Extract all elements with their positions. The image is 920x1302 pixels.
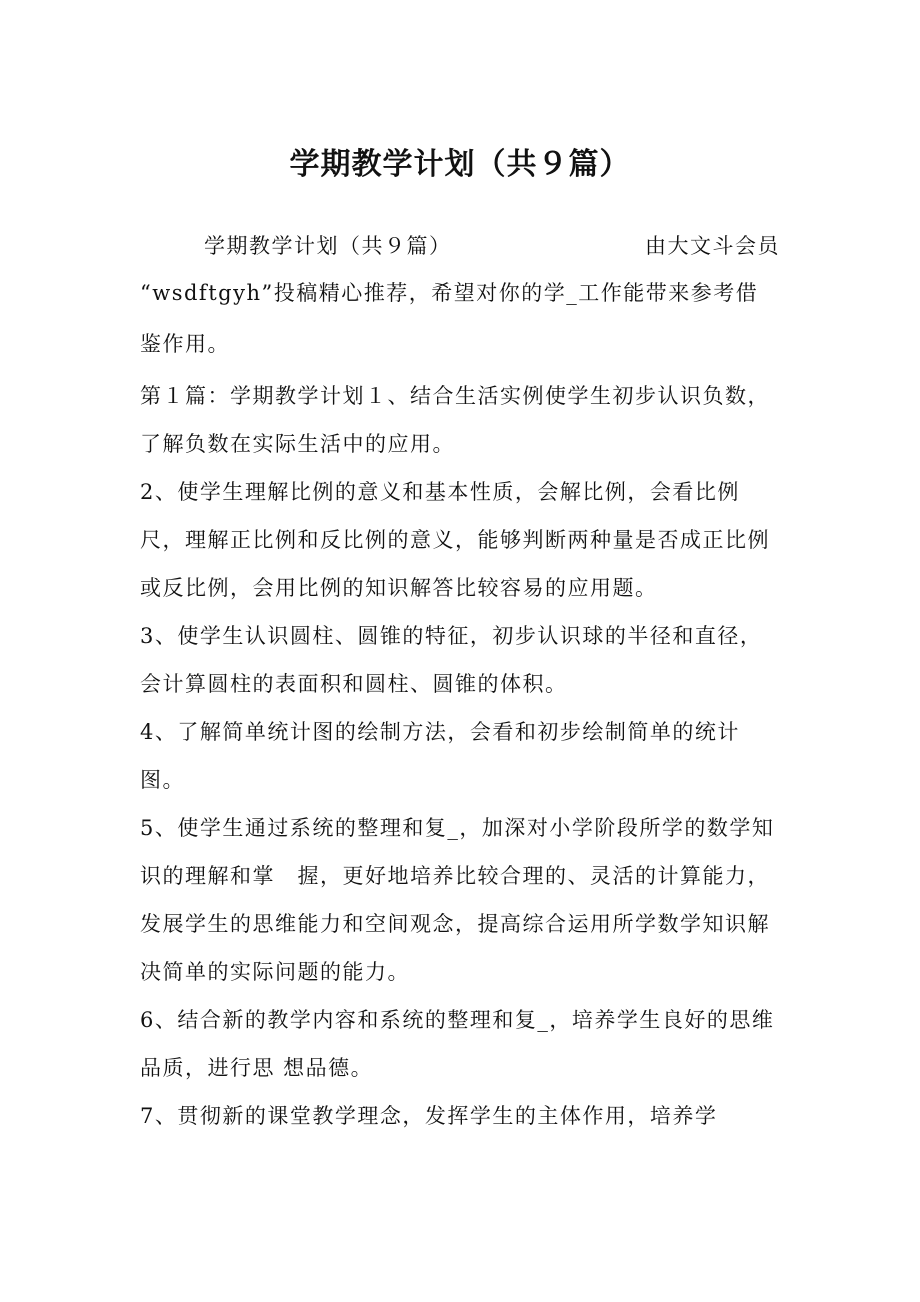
intro-paragraph: “wsdftgyh”投稿精心推荐，希望对你的学_工作能带来参考借鉴作用。 xyxy=(140,281,759,356)
paragraph-6: 6、结合新的教学内容和系统的整理和复_，培养学生良好的思维品质，进行思 想品德。 xyxy=(140,1008,775,1080)
document-body xyxy=(140,224,780,1140)
paragraph-4: 4、了解简单统计图的绘制方法，会看和初步绘制简单的统计图。 xyxy=(140,720,740,792)
paragraph-5: 5、使学生通过系统的整理和复_，加深对小学阶段所学的数学知识的理解和掌 握，更好地培养比较合理的、灵活的计算能力，发展学生的思维能力和空间观念，提高综合运用所学数学知识解决简单的实际问题的能力。 xyxy=(140,816,775,984)
paragraph-7: 7、贯彻新的课堂教学理念，发挥学生的主体作用，培养学 xyxy=(140,1104,718,1128)
paragraph-2: 2、使学生理解比例的意义和基本性质，会解比例，会看比例尺，理解正比例和反比例的意义，能够判断两种量是否成正比例或反比例，会用比例的知识解答比较容易的应用题。 xyxy=(140,480,770,600)
paragraph-3: 3、使学生认识圆柱、圆锥的特征，初步认识球的半径和直径，会计算圆柱的表面积和圆柱、圆锥的体积。 xyxy=(140,624,763,696)
intro-title: 学期教学计划（共９篇） xyxy=(204,234,452,258)
intro-header-line xyxy=(140,224,780,268)
paragraph-1: 第１篇：学期教学计划１、结合生活实例使学生初步认识负数，了解负数在实际生活中的应用。 xyxy=(140,384,770,456)
intro-author: 由大文斗会员 xyxy=(645,234,780,258)
document-title: 学期教学计划（共９篇） xyxy=(289,147,631,182)
